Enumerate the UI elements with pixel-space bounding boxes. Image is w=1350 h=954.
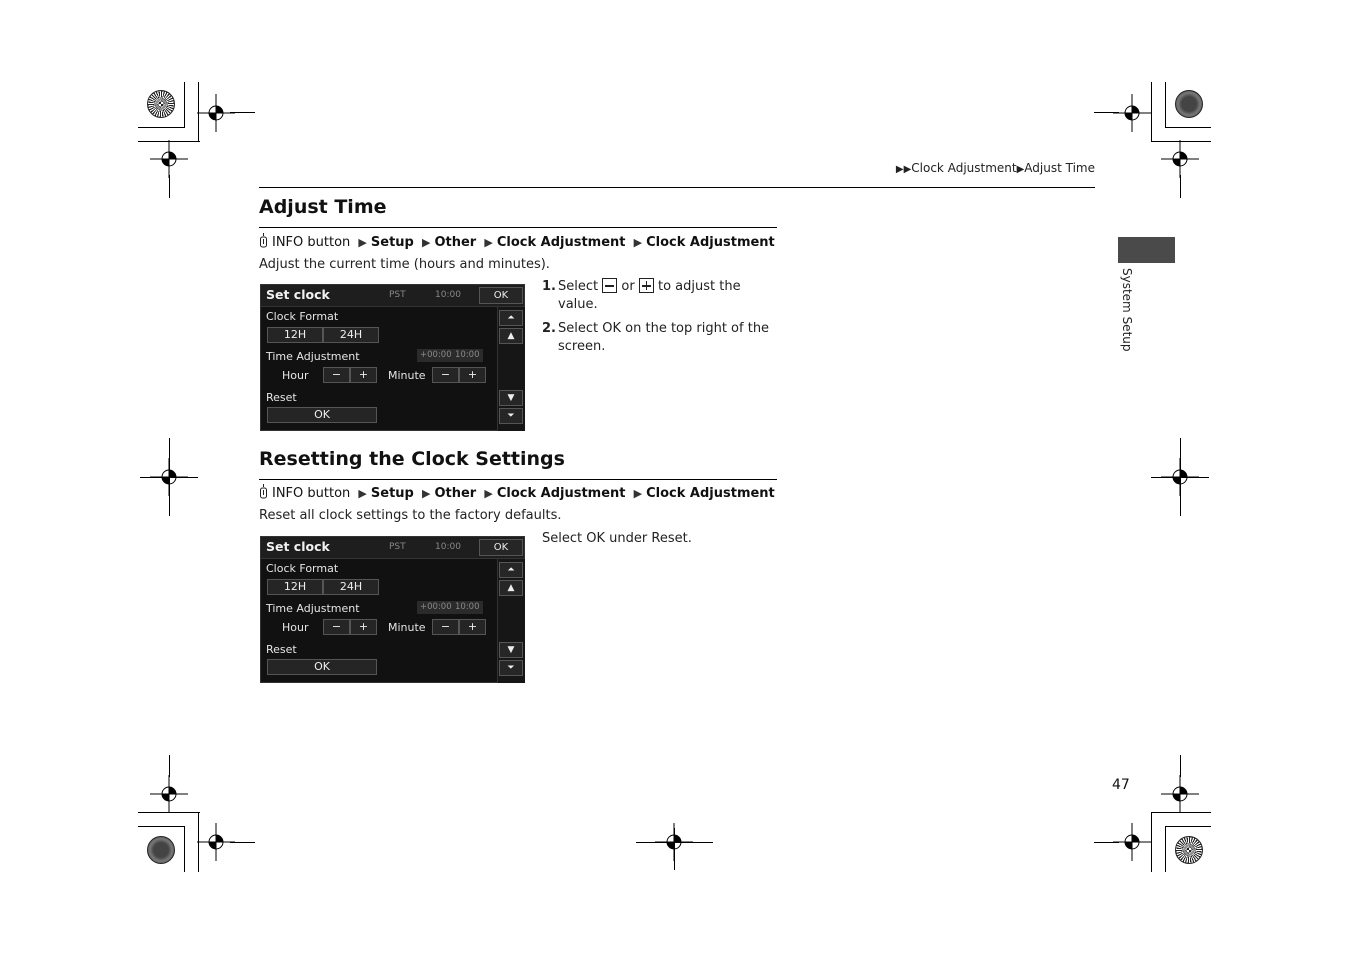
scroll-top-button[interactable]: ⏶ <box>499 562 523 578</box>
nav-info-button: INFO button <box>272 235 351 250</box>
current-time: 10:00 <box>435 542 461 552</box>
registration-mark-icon <box>150 140 188 178</box>
nav-path <box>259 484 775 501</box>
ok-button[interactable]: OK <box>479 287 523 304</box>
arrow-icon: ▶ <box>1016 164 1025 175</box>
nav-clock-adjustment: Clock Adjustment <box>646 235 775 250</box>
step-number: 2. <box>542 321 556 336</box>
chapter-tab <box>1118 237 1175 263</box>
registration-mark-icon <box>1113 94 1151 132</box>
minute-minus-button[interactable]: − <box>432 619 459 635</box>
clock-format-label: Clock Format <box>266 310 339 323</box>
minus-key-icon <box>602 278 617 293</box>
time-adjustment-label: Time Adjustment <box>266 350 360 363</box>
arrow-icon: ▶ <box>484 236 493 249</box>
double-arrow-icon: ▶▶ <box>895 164 912 175</box>
minute-plus-button[interactable]: + <box>459 367 486 383</box>
registration-mark-icon <box>150 775 188 813</box>
minute-label: Minute <box>388 621 426 634</box>
format-12h-button[interactable]: 12H <box>267 579 323 595</box>
hour-plus-button[interactable]: + <box>350 367 377 383</box>
arrow-icon: ▶ <box>422 487 431 500</box>
plus-key-icon <box>639 278 654 293</box>
scroll-bottom-button[interactable]: ⏷ <box>499 408 523 424</box>
nav-setup: Setup <box>370 235 414 250</box>
scroll-down-button[interactable]: ▼ <box>499 390 523 406</box>
section-description: Reset all clock settings to the factory defaults. <box>259 508 562 523</box>
reset-label: Reset <box>266 391 297 404</box>
offset-value: +00:00 <box>420 350 452 360</box>
hour-minus-button[interactable]: − <box>323 619 350 635</box>
format-24h-button[interactable]: 24H <box>323 579 379 595</box>
nav-info-button: INFO button <box>272 486 351 501</box>
nav-path <box>259 233 775 250</box>
format-24h-button[interactable]: 24H <box>323 327 379 343</box>
scroll-top-button[interactable]: ⏶ <box>499 310 523 326</box>
format-12h-button[interactable]: 12H <box>267 327 323 343</box>
screen-title: Set clock <box>266 539 330 554</box>
instruction-steps <box>542 278 778 362</box>
nav-other: Other <box>434 486 477 501</box>
section-divider <box>259 479 777 480</box>
reset-ok-button[interactable]: OK <box>267 407 377 423</box>
time-offset-display <box>417 601 483 614</box>
running-header-breadcrumb <box>896 161 1095 175</box>
scroll-up-button[interactable]: ▲ <box>499 328 523 344</box>
current-time: 10:00 <box>435 290 461 300</box>
section-title-resetting-clock: Resetting the Clock Settings <box>259 448 565 470</box>
step-text: Select <box>558 321 599 336</box>
set-clock-screen <box>260 536 525 683</box>
chapter-label: System Setup <box>1120 268 1134 352</box>
arrow-icon: ▶ <box>484 487 493 500</box>
offset-value: +00:00 <box>420 602 452 612</box>
minute-plus-button[interactable]: + <box>459 619 486 635</box>
step-text: . <box>687 531 692 546</box>
section-title-adjust-time: Adjust Time <box>259 196 387 218</box>
arrow-icon: ▶ <box>422 236 431 249</box>
minute-minus-button[interactable]: − <box>432 367 459 383</box>
time-offset-display <box>417 349 483 362</box>
reset-label: Reset <box>266 643 297 656</box>
step-text: to adjust the value. <box>558 279 741 312</box>
ok-term: OK <box>602 321 622 336</box>
hour-label: Hour <box>282 369 309 382</box>
header-divider <box>259 187 1095 188</box>
hour-label: Hour <box>282 621 309 634</box>
ok-term: OK <box>586 531 606 546</box>
nav-clock-adjustment: Clock Adjustment <box>496 235 626 250</box>
arrow-icon: ▶ <box>633 236 643 249</box>
step-text: or <box>621 279 635 294</box>
step-text: under <box>609 531 648 546</box>
color-bar-icon <box>1175 90 1203 118</box>
info-button-icon <box>259 233 268 248</box>
reset-term: Reset <box>651 531 688 546</box>
arrow-icon: ▶ <box>633 487 643 500</box>
color-bar-icon <box>1175 836 1203 864</box>
timezone: PST <box>389 290 406 300</box>
section-divider <box>259 227 777 228</box>
set-clock-screen <box>260 284 525 431</box>
timezone: PST <box>389 542 406 552</box>
adjusted-time-value: 10:00 <box>455 350 480 360</box>
breadcrumb-clock-adjustment: Clock Adjustment <box>911 161 1017 175</box>
step-text: Select <box>558 279 599 294</box>
scroll-up-button[interactable]: ▲ <box>499 580 523 596</box>
adjusted-time-value: 10:00 <box>455 602 480 612</box>
arrow-icon: ▶ <box>358 487 367 500</box>
step-text: Select <box>542 531 583 546</box>
nav-other: Other <box>434 235 477 250</box>
hour-plus-button[interactable]: + <box>350 619 377 635</box>
nav-clock-adjustment: Clock Adjustment <box>646 486 775 501</box>
registration-mark-icon <box>1161 775 1199 813</box>
reset-ok-button[interactable]: OK <box>267 659 377 675</box>
page-number: 47 <box>1112 777 1130 793</box>
minute-label: Minute <box>388 369 426 382</box>
time-adjustment-label: Time Adjustment <box>266 602 360 615</box>
registration-mark-icon <box>1161 140 1199 178</box>
clock-format-label: Clock Format <box>266 562 339 575</box>
section-description: Adjust the current time (hours and minutes). <box>259 257 550 272</box>
nav-clock-adjustment: Clock Adjustment <box>496 486 626 501</box>
info-button-icon <box>259 484 268 499</box>
color-bar-icon <box>147 90 175 118</box>
step-1 <box>542 278 778 314</box>
nav-setup: Setup <box>370 486 414 501</box>
scroll-bottom-button[interactable]: ⏷ <box>499 660 523 676</box>
step-2 <box>542 320 778 356</box>
arrow-icon: ▶ <box>358 236 367 249</box>
screen-title: Set clock <box>266 287 330 302</box>
step-text: on the top right of the screen. <box>558 321 770 354</box>
ok-button[interactable]: OK <box>479 539 523 556</box>
hour-minus-button[interactable]: − <box>323 367 350 383</box>
scroll-down-button[interactable]: ▼ <box>499 642 523 658</box>
step-number: 1. <box>542 279 556 294</box>
registration-mark-icon <box>197 94 235 132</box>
color-bar-icon <box>147 836 175 864</box>
breadcrumb-adjust-time: Adjust Time <box>1024 161 1095 175</box>
reset-instruction <box>542 530 692 548</box>
